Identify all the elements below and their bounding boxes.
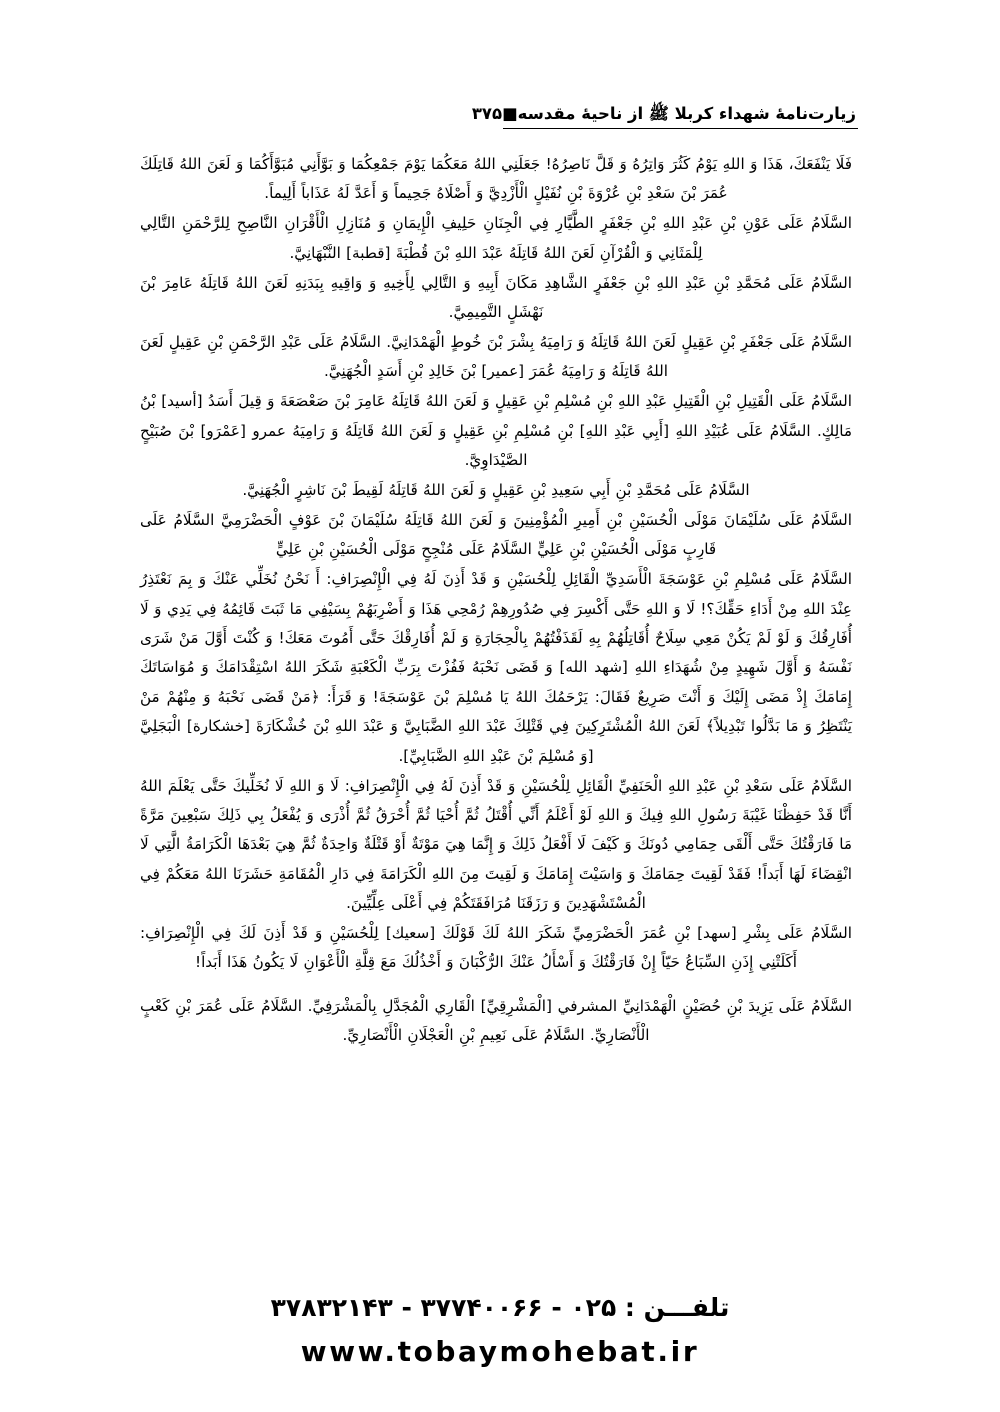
- body-paragraph: السَّلَامُ عَلَى الْقَتِيلِ بْنِ الْقَتِيلِ عَبْدِ اللهِ بْنِ مُسْلِمِ بْنِ عَقِيلٍ وَ لَعَنَ اللهُ قَاتِلَهُ عَامِرَ بْنَ صَعْصَعَةَ وَ قِيلَ أَسَدُ [أسيد] بْنُ مَالِكٍ. السَّلَامُ عَلَى عُبَيْدِ اللهِ [أَبِي عَبْدِ اللهِ] بْنِ مُسْلِمِ بْنِ عَقِيلٍ وَ لَعَنَ اللهُ قَاتِلَهُ وَ رَامِيَهُ عمرو [عَمْرَو] بْنَ صُبَيْحٍ الصَّيْدَاوِيَّ.: [140, 392, 852, 470]
- body-paragraph: السَّلَامُ عَلَى عَوْنِ بْنِ عَبْدِ اللهِ بْنِ جَعْفَرٍ الطَّيَّارِ فِي الْجِنَانِ حَلِيفِ الْإِيمَانِ وَ مُنَازِلِ الْأَقْرَانِ النَّاصِحِ لِلرَّحْمَنِ التَّالِي لِلْمَثَانِي وَ الْقُرْآنِ لَعَنَ اللهُ قَاتِلَهُ عَبْدَ اللهِ بْنَ قُطْبَةَ [قطبة] النَّبْهَانِيَّ.: [140, 214, 852, 262]
- body-paragraph: السَّلَامُ عَلَى يَزِيدَ بْنِ حُصَيْنٍ الْهَمْدَانِيِّ المشرفي [الْمَشْرِقِيِّ] الْقَارِي الْمُجَدَّلِ بِالْمَشْرَفِيِّ. السَّلَامُ عَلَى عُمَرَ بْنِ كَعْبٍ الْأَنْصَارِيِّ. السَّلَامُ عَلَى نَعِيمِ بْنِ الْعَجْلَانِ الْأَنْصَارِيِّ.: [140, 996, 852, 1045]
- body-paragraph: السَّلَامُ عَلَى سُلَيْمَانَ مَوْلَى الْحُسَيْنِ بْنِ أَمِيرِ الْمُؤْمِنِينَ وَ لَعَنَ اللهُ قَاتِلَهُ سُلَيْمَانَ بْنَ عَوْفٍ الْحَضْرَمِيَّ السَّلَامُ عَلَى قَارِبٍ مَوْلَى الْحُسَيْنِ بْنِ عَلِيٍّ السَّلَامُ عَلَى مُنْجِحٍ مَوْلَى الْحُسَيْنِ بْنِ عَلِيٍّ: [140, 510, 852, 559]
- body-paragraph: السَّلَامُ عَلَى بِشْرِ [سهد] بْنِ عُمَرَ الْحَضْرَمِيِّ شَكَرَ اللهُ لَكَ قَوْلَكَ [سعيك] لِلْحُسَيْنِ وَ قَدْ أَذِنَ لَكَ فِي الْإِنْصِرَافِ: أَكَلَتْنِي إِذَنِ السِّبَاعُ حَيّاً إِنْ فَارَقْتُكَ وَ أَسْأَلُ عَنْكَ الرُّكْبَانَ وَ أَخْذُلُكَ مَعَ قِلَّةِ الْأَعْوَانِ لَا يَكُونُ هَذَا أَبَداً!: [140, 924, 852, 972]
- body-paragraph: فَلَا يَنْفَعَكَ، هَذَا وَ اللهِ يَوْمُ كَثُرَ وَاتِرُهُ وَ قَلَّ نَاصِرُهُ! جَعَلَنِي اللهُ مَعَكُمَا يَوْمَ جَمْعِكُمَا وَ بَوَّأَنِي مُبَوَّأَكُمَا وَ لَعَنَ اللهُ قَاتِلَكَ عُمَرَ بْنَ سَعْدِ بْنِ عُرْوَةَ بْنِ نُفَيْلٍ الْأَزْدِيَّ وَ أَصْلَاهُ جَحِيماً وَ أَعَدَّ لَهُ عَذَاباً أَلِيماً.: [140, 155, 852, 203]
- header-title: زیارت‌نامهٔ شهداء کربلا ﷺ از ناحیهٔ مقدسه■۳۷۵: [471, 104, 856, 123]
- footer-phone-numbers: تلفـــن : ۰۲۵ - ۳۷۷۴۰۰۶۶ - ۳۷۸۳۲۱۴۳: [270, 1292, 730, 1322]
- header-underline-rule: [503, 128, 858, 130]
- footer-website: www.tobaymohebat.ir: [300, 1335, 700, 1368]
- page-header: [140, 104, 860, 129]
- body-paragraph: السَّلَامُ عَلَى مُحَمَّدِ بْنِ أَبِي سَعِيدِ بْنِ عَقِيلٍ وَ لَعَنَ اللهُ قَاتِلَهُ لَقِيطَ بْنَ نَاشِرٍ الْجُهَنِيَّ.: [242, 480, 750, 499]
- page-footer: [0, 1292, 1000, 1368]
- body-paragraph: السَّلَامُ عَلَى مُحَمَّدِ بْنِ عَبْدِ اللهِ بْنِ جَعْفَرٍ الشَّاهِدِ مَكَانَ أَبِيهِ وَ التَّالِي لِأَخِيهِ وَ وَاقِيهِ بِبَدَنِهِ لَعَنَ اللهُ قَاتِلَهُ عَامِرَ بْنَ نَهْشَلٍ التَّمِيمِيَّ.: [140, 273, 852, 322]
- body-paragraph: السَّلَامُ عَلَى سَعْدِ بْنِ عَبْدِ اللهِ الْحَنَفِيِّ الْقَائِلِ لِلْحُسَيْنِ وَ قَدْ أَذِنَ لَهُ فِي الْإِنْصِرَافِ: لَا وَ اللهِ لَا نُخَلِّيكَ حَتَّى يَعْلَمَ اللهُ أَنَّا قَدْ حَفِظْنَا غَيْبَةَ رَسُولِ اللهِ فِيكَ وَ اللهِ لَوْ أَعْلَمُ أَنِّي أُقْتَلُ ثُمَّ أُحْيَا ثُمَّ أُحْرَقُ ثُمَّ أُذْرَى وَ يُفْعَلُ بِي ذَلِكَ سَبْعِينَ مَرَّةً مَا فَارَقْتُكَ حَتَّى أَلْقَى حِمَامِي دُونَكَ وَ كَيْفَ لَا أَفْعَلُ ذَلِكَ وَ إِنَّمَا هِيَ مَوْتَةٌ أَوْ قَتْلَةٌ وَاحِدَةٌ ثُمَّ هِيَ بَعْدَهَا الْكَرَامَةُ الَّتِي لَا انْقِضَاءَ لَهَا أَبَداً! فَقَدْ لَقِيتَ حِمَامَكَ وَ وَاسَيْتَ إِمَامَكَ وَ لَقِيتَ مِنَ اللهِ الْكَرَامَةَ فِي دَارِ الْمُقَامَةِ حَشَرَنَا اللهُ مَعَكُمْ فِي الْمُسْتَشْهَدِينَ وَ رَزَقَنَا مُرَافَقَتَكُمْ فِي أَعْلَى عِلِّيِّينَ.: [140, 776, 852, 913]
- body-paragraph: السَّلَامُ عَلَى جَعْفَرِ بْنِ عَقِيلٍ لَعَنَ اللهُ قَاتِلَهُ وَ رَامِيَهُ بِشْرَ بْنَ خُوطٍ الْهَمْدَانِيَّ. السَّلَامُ عَلَى عَبْدِ الرَّحْمَنِ بْنِ عَقِيلٍ لَعَنَ اللهُ قَاتِلَهُ وَ رَامِيَهُ عُمَرَ [عمير] بْنَ خَالِدِ بْنِ أَسَدٍ الْجُهَنِيَّ.: [140, 332, 852, 381]
- body-text-block: [140, 150, 852, 1051]
- body-paragraph: السَّلَامُ عَلَى مُسْلِمِ بْنِ عَوْسَجَةَ الْأَسَدِيِّ الْقَائِلِ لِلْحُسَيْنِ وَ قَدْ أَذِنَ لَهُ فِي الْإِنْصِرَافِ: أَ نَحْنُ نُخَلِّي عَنْكَ وَ بِمَ نَعْتَذِرُ عِنْدَ اللهِ مِنْ أَدَاءِ حَقِّكَ؟! لَا وَ اللهِ حَتَّى أَكْسِرَ فِي صُدُورِهِمْ رُمْحِي هَذَا وَ أَضْرِبَهُمْ بِسَيْفِي مَا ثَبَتَ قَائِمُهُ فِي يَدِي وَ لَا أُفَارِقُكَ وَ لَوْ لَمْ يَكُنْ مَعِي سِلَاحٌ أُقَاتِلُهُمْ بِهِ لَقَذَفْتُهُمْ بِالْحِجَارَةِ وَ لَمْ أُفَارِقْكَ حَتَّى أَمُوتَ مَعَكَ! وَ كُنْتَ أَوَّلَ مَنْ شَرَى نَفْسَهُ وَ أَوَّلَ شَهِيدٍ مِنْ شُهَدَاءِ اللهِ [شهد الله] وَ قَضَى نَحْبَهُ فَفُزْتَ بِرَبِّ الْكَعْبَةِ شَكَرَ اللهُ اسْتِقْدَامَكَ وَ مُوَاسَاتَكَ إِمَامَكَ إِذْ مَضَى إِلَيْكَ وَ أَنْتَ صَرِيعٌ فَقَالَ: يَرْحَمُكَ اللهُ يَا مُسْلِمَ بْنَ عَوْسَجَةَ! وَ قَرَأَ: ﴿مَنْ قَضَى نَحْبَهُ وَ مِنْهُمْ مَنْ يَنْتَظِرُ وَ مَا بَدَّلُوا تَبْدِيلاً﴾ لَعَنَ اللهُ الْمُشْتَرِكِينَ فِي قَتْلِكَ عَبْدَ اللهِ الضَّبَابِيَّ وَ عَبْدَ اللهِ بْنَ خُشْكَارَةَ [خشكارة] الْبَجَلِيَّ [وَ مُسْلِمَ بْنَ عَبْدِ اللهِ الضَّبَابِيِّ].: [140, 570, 852, 765]
